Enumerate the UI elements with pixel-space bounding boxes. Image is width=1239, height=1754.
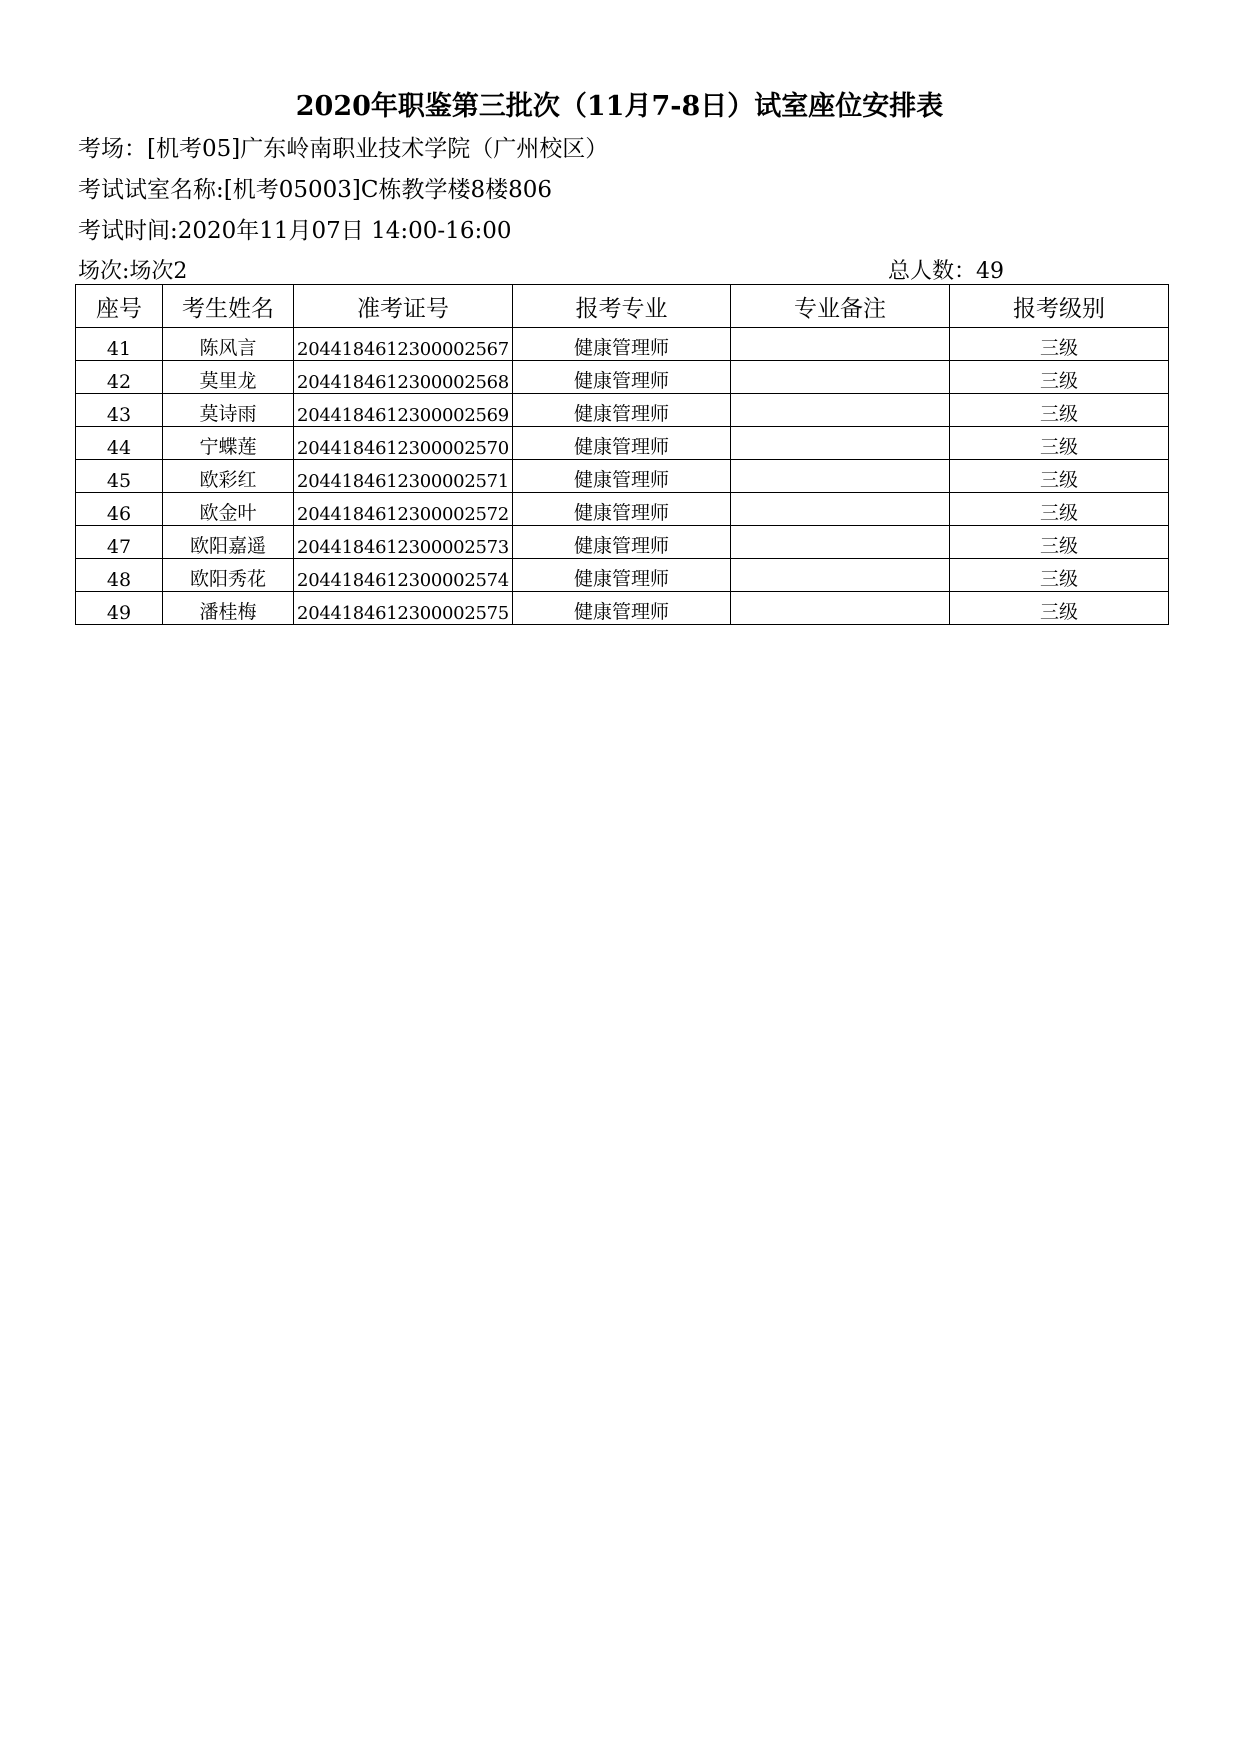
cell-major: 健康管理师 [513,361,731,394]
seating-table [75,284,1169,625]
cell-ticket-id: 2044184612300002569 [294,394,513,427]
cell-level: 三级 [950,526,1169,559]
cell-seat: 41 [76,328,163,361]
table-row [76,559,1169,592]
header-seat: 座号 [76,285,163,328]
session-label: 场次:场次2 [78,259,188,284]
cell-seat: 44 [76,427,163,460]
cell-name: 欧阳嘉遥 [163,526,294,559]
cell-major-note [731,493,950,526]
cell-name: 莫诗雨 [163,394,294,427]
cell-level: 三级 [950,460,1169,493]
cell-major-note [731,526,950,559]
header-major-note: 专业备注 [731,285,950,328]
table-row [76,427,1169,460]
cell-level: 三级 [950,361,1169,394]
cell-name: 欧金叶 [163,493,294,526]
exam-time: 考试时间:2020年11月07日 14:00-16:00 [78,218,512,244]
cell-ticket-id: 2044184612300002572 [294,493,513,526]
cell-name: 莫里龙 [163,361,294,394]
cell-ticket-id: 2044184612300002567 [294,328,513,361]
cell-major-note [731,394,950,427]
cell-ticket-id: 2044184612300002570 [294,427,513,460]
cell-name: 欧彩红 [163,460,294,493]
cell-major: 健康管理师 [513,394,731,427]
cell-name: 欧阳秀花 [163,559,294,592]
table-row [76,493,1169,526]
cell-level: 三级 [950,559,1169,592]
header-name: 考生姓名 [163,285,294,328]
cell-ticket-id: 2044184612300002574 [294,559,513,592]
cell-seat: 48 [76,559,163,592]
cell-level: 三级 [950,493,1169,526]
cell-name: 宁蝶莲 [163,427,294,460]
table-row [76,592,1169,625]
cell-major-note [731,427,950,460]
cell-ticket-id: 2044184612300002571 [294,460,513,493]
cell-major-note [731,361,950,394]
cell-level: 三级 [950,427,1169,460]
cell-major-note [731,559,950,592]
table-row [76,328,1169,361]
cell-major: 健康管理师 [513,427,731,460]
exam-venue: 考场：[机考05]广东岭南职业技术学院（广州校区） [78,136,609,162]
cell-level: 三级 [950,328,1169,361]
header-ticket-id: 准考证号 [294,285,513,328]
table-row [76,460,1169,493]
table-header-row [76,285,1169,328]
cell-ticket-id: 2044184612300002575 [294,592,513,625]
cell-major: 健康管理师 [513,592,731,625]
table-row [76,394,1169,427]
cell-ticket-id: 2044184612300002573 [294,526,513,559]
cell-ticket-id: 2044184612300002568 [294,361,513,394]
header-level: 报考级别 [950,285,1169,328]
cell-major: 健康管理师 [513,559,731,592]
table-row [76,361,1169,394]
cell-name: 潘桂梅 [163,592,294,625]
cell-seat: 49 [76,592,163,625]
cell-major-note [731,460,950,493]
cell-major-note [731,592,950,625]
cell-level: 三级 [950,394,1169,427]
cell-seat: 46 [76,493,163,526]
cell-seat: 43 [76,394,163,427]
cell-level: 三级 [950,592,1169,625]
cell-major: 健康管理师 [513,460,731,493]
cell-major-note [731,328,950,361]
table-row [76,526,1169,559]
cell-major: 健康管理师 [513,328,731,361]
cell-major: 健康管理师 [513,493,731,526]
cell-name: 陈风言 [163,328,294,361]
cell-major: 健康管理师 [513,526,731,559]
exam-room-name: 考试试室名称:[机考05003]C栋教学楼8楼806 [78,177,552,203]
cell-seat: 45 [76,460,163,493]
cell-seat: 47 [76,526,163,559]
total-count: 总人数：49 [888,259,1004,284]
cell-seat: 42 [76,361,163,394]
header-major: 报考专业 [513,285,731,328]
page-title: 2020年职鉴第三批次（11月7-8日）试室座位安排表 [295,91,944,122]
